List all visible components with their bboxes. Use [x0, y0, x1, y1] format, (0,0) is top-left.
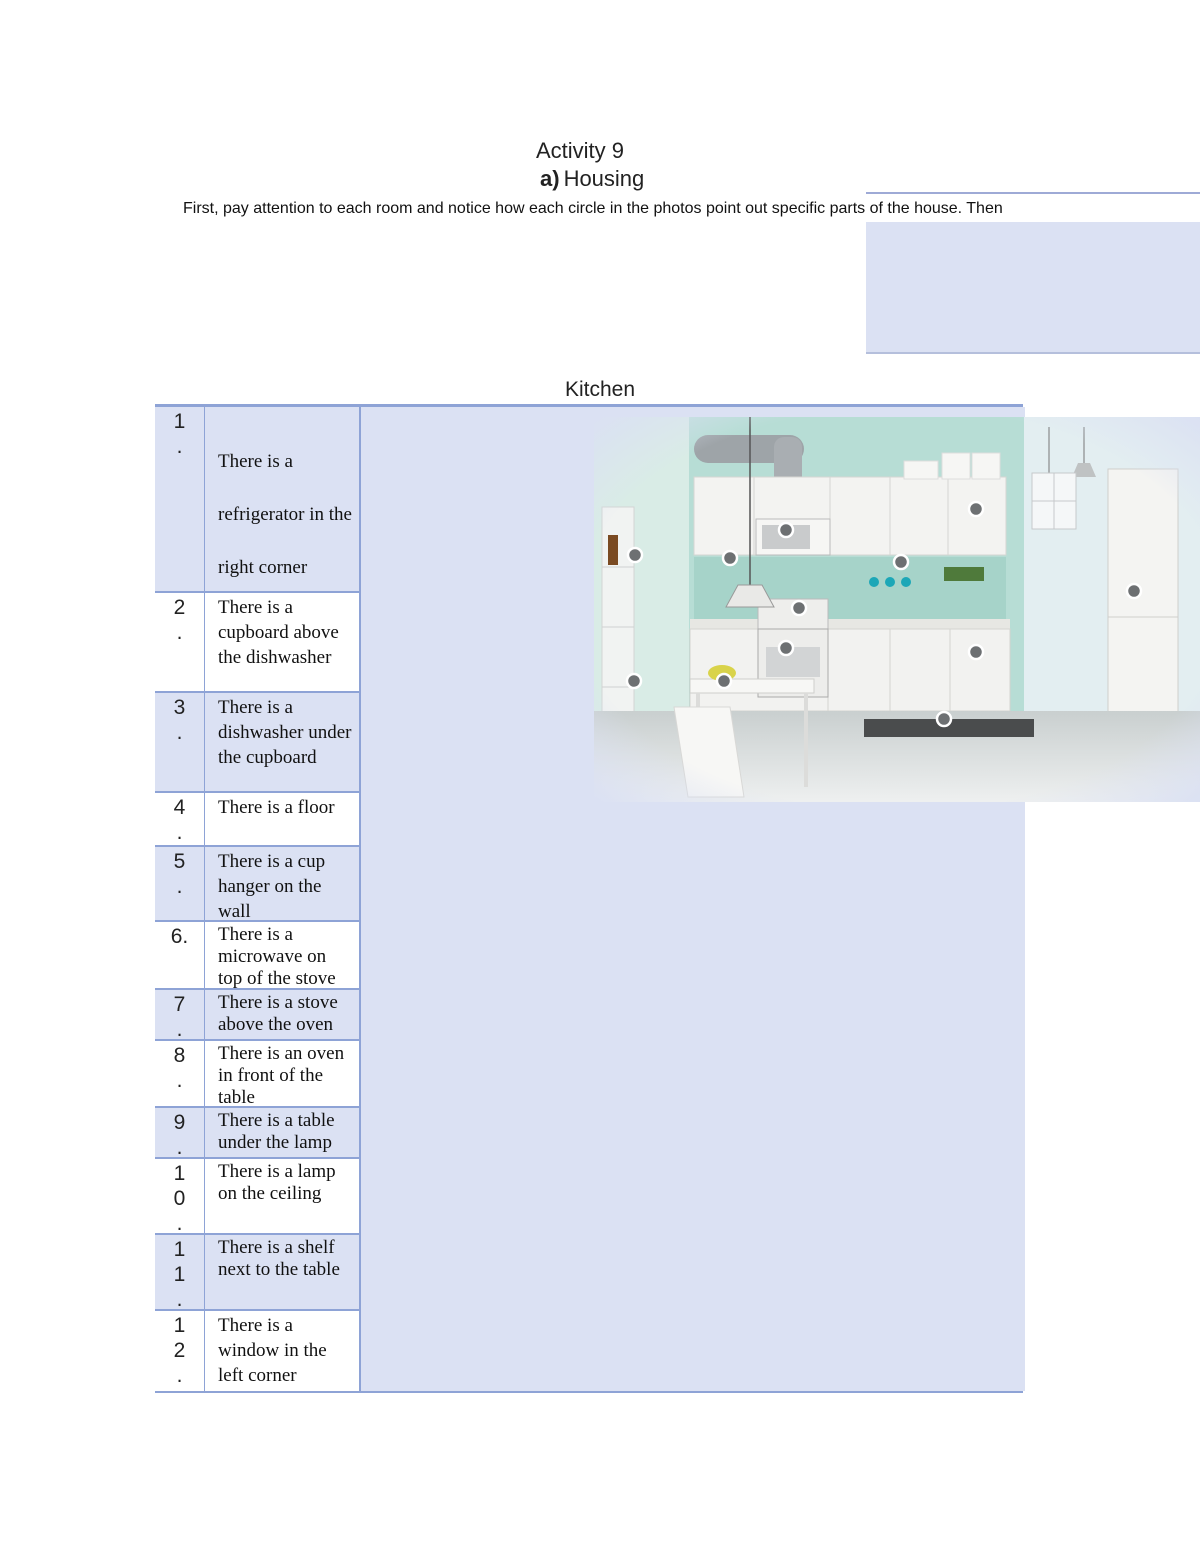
table-row [155, 1108, 359, 1159]
table-row [155, 847, 359, 922]
row-number: 1 . [155, 407, 205, 591]
row-sentence: There is a shelf next to the table [218, 1237, 340, 1280]
row-sentence: There is a lamp on the ceiling [218, 1161, 336, 1204]
table-row [155, 922, 359, 990]
row-sentence: There is a cupboard above the dishwasher [218, 597, 339, 668]
row-sentence: There is a window in the left corner [218, 1315, 327, 1386]
table-row [155, 1159, 359, 1235]
row-number: 4 . [155, 793, 205, 845]
table-row [155, 1041, 359, 1108]
comment-divider [866, 192, 1200, 194]
table-row [155, 1311, 359, 1391]
row-sentence: There is a microwave on top of the stove [218, 924, 336, 989]
image-cell [359, 407, 1025, 1391]
row-sentence: There is a table under the lamp [218, 1110, 335, 1153]
table-row [155, 693, 359, 793]
row-sentence: There is an oven in front of the table [218, 1043, 345, 1108]
kitchen-table [155, 404, 1023, 1393]
table-row [155, 1235, 359, 1311]
row-number: 9 . [155, 1108, 205, 1157]
comment-box [866, 222, 1200, 354]
table-row [155, 593, 359, 693]
table-row [155, 990, 359, 1041]
row-number: 8 . [155, 1041, 205, 1106]
table-row [155, 793, 359, 847]
kitchen-title: Kitchen [564, 378, 636, 401]
row-sentence: There is a stove above the oven [218, 992, 338, 1035]
section-heading [540, 166, 644, 192]
row-number: 5 . [155, 847, 205, 920]
row-number: 2 . [155, 593, 205, 691]
activity-title: Activity 9 [535, 138, 625, 163]
row-sentence: There is a refrigerator in the right corner [218, 451, 352, 578]
table-row [155, 407, 359, 593]
row-sentence: There is a dishwasher under the cupboard [218, 697, 352, 768]
row-number: 3 . [155, 693, 205, 791]
row-number: 1 0 . [155, 1159, 205, 1233]
kitchen-photo [594, 417, 1200, 802]
row-number: 7 . [155, 990, 205, 1039]
item-marker: a) [540, 166, 560, 191]
instruction-text: First, pay attention to each room and notice how each circle in the photos point out specific parts of the house. Then [183, 200, 1003, 217]
row-number: 1 2 . [155, 1311, 205, 1391]
row-sentence: There is a floor [218, 797, 335, 818]
heading-text: Housing [563, 166, 645, 191]
kitchen-illustration [594, 417, 1200, 802]
row-number: 6. [155, 922, 205, 988]
row-number: 1 1 . [155, 1235, 205, 1309]
row-sentence: There is a cup hanger on the wall [218, 851, 326, 922]
